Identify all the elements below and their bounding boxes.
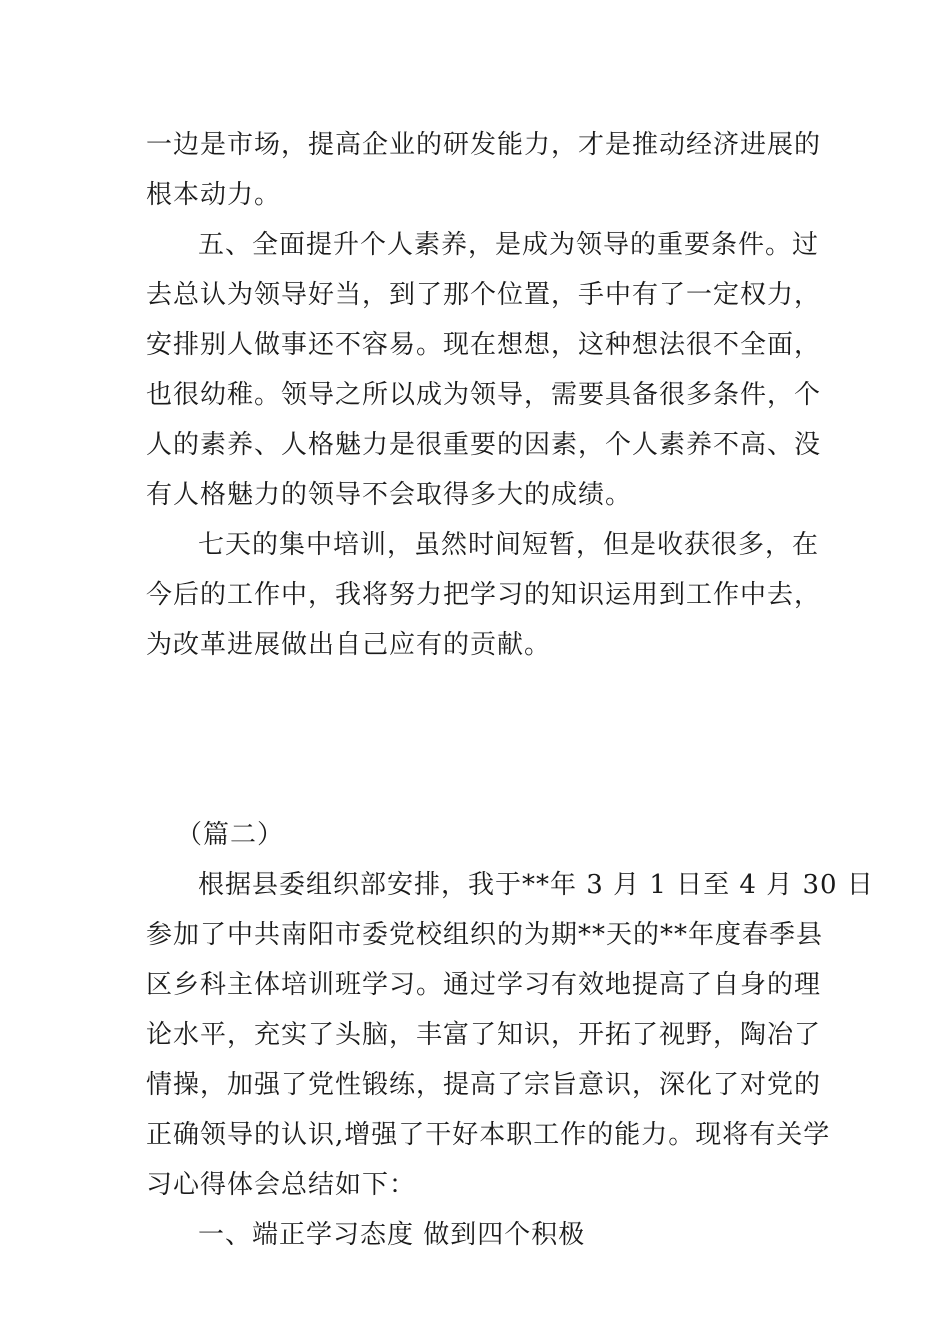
text-line: 论水平，充实了头脑，丰富了知识，开拓了视野，陶冶了 bbox=[146, 1020, 822, 1050]
paragraph-point-five bbox=[146, 220, 822, 520]
text-line: 今后的工作中，我将努力把学习的知识运用到工作中去， bbox=[146, 580, 822, 610]
text-line: 安排别人做事还不容易。现在想想，这种想法很不全面， bbox=[146, 330, 822, 360]
document-page bbox=[146, 120, 874, 1260]
paragraph-section2-point-one bbox=[146, 1210, 806, 1260]
text-line: 七天的集中培训，虽然时间短暂，但是收获很多，在 bbox=[198, 530, 820, 560]
text-line: 习心得体会总结如下： bbox=[146, 1170, 417, 1200]
text-line: 五、全面提升个人素养，是成为领导的重要条件。过 bbox=[198, 230, 820, 260]
text-line: 区乡科主体培训班学习。通过学习有效地提高了自身的理 bbox=[146, 970, 822, 1000]
text-line: 为改革进展做出自己应有的贡献。 bbox=[146, 630, 552, 660]
subheading-line: 一、端正学习态度 做到四个积极 bbox=[198, 1220, 586, 1250]
section-title: （篇二） bbox=[176, 820, 285, 850]
text-line: 有人格魅力的领导不会取得多大的成绩。 bbox=[146, 480, 633, 510]
text-line: 人的素养、人格魅力是很重要的因素，个人素养不高、没 bbox=[146, 430, 822, 460]
text-line: 一边是市场，提高企业的研发能力，才是推动经济进展的 bbox=[146, 130, 822, 160]
text-line: 根据县委组织部安排，我于**年 3 月 1 日至 4 月 30 日 bbox=[198, 870, 874, 900]
text-line: 去总认为领导好当，到了那个位置，手中有了一定权力， bbox=[146, 280, 822, 310]
paragraph-conclusion bbox=[146, 520, 822, 670]
text-line: 参加了中共南阳市委党校组织的为期**天的**年度春季县 bbox=[146, 920, 824, 950]
section-gap bbox=[146, 670, 806, 810]
text-line: 情操，加强了党性锻练，提高了宗旨意识，深化了对党的 bbox=[146, 1070, 822, 1100]
paragraph-continuation bbox=[146, 120, 822, 220]
paragraph-section2-intro bbox=[146, 860, 874, 1210]
text-line: 也很幼稚。领导之所以成为领导，需要具备很多条件，个 bbox=[146, 380, 822, 410]
text-line: 正确领导的认识,增强了干好本职工作的能力。现将有关学 bbox=[146, 1120, 831, 1150]
text-line: 根本动力。 bbox=[146, 180, 282, 210]
